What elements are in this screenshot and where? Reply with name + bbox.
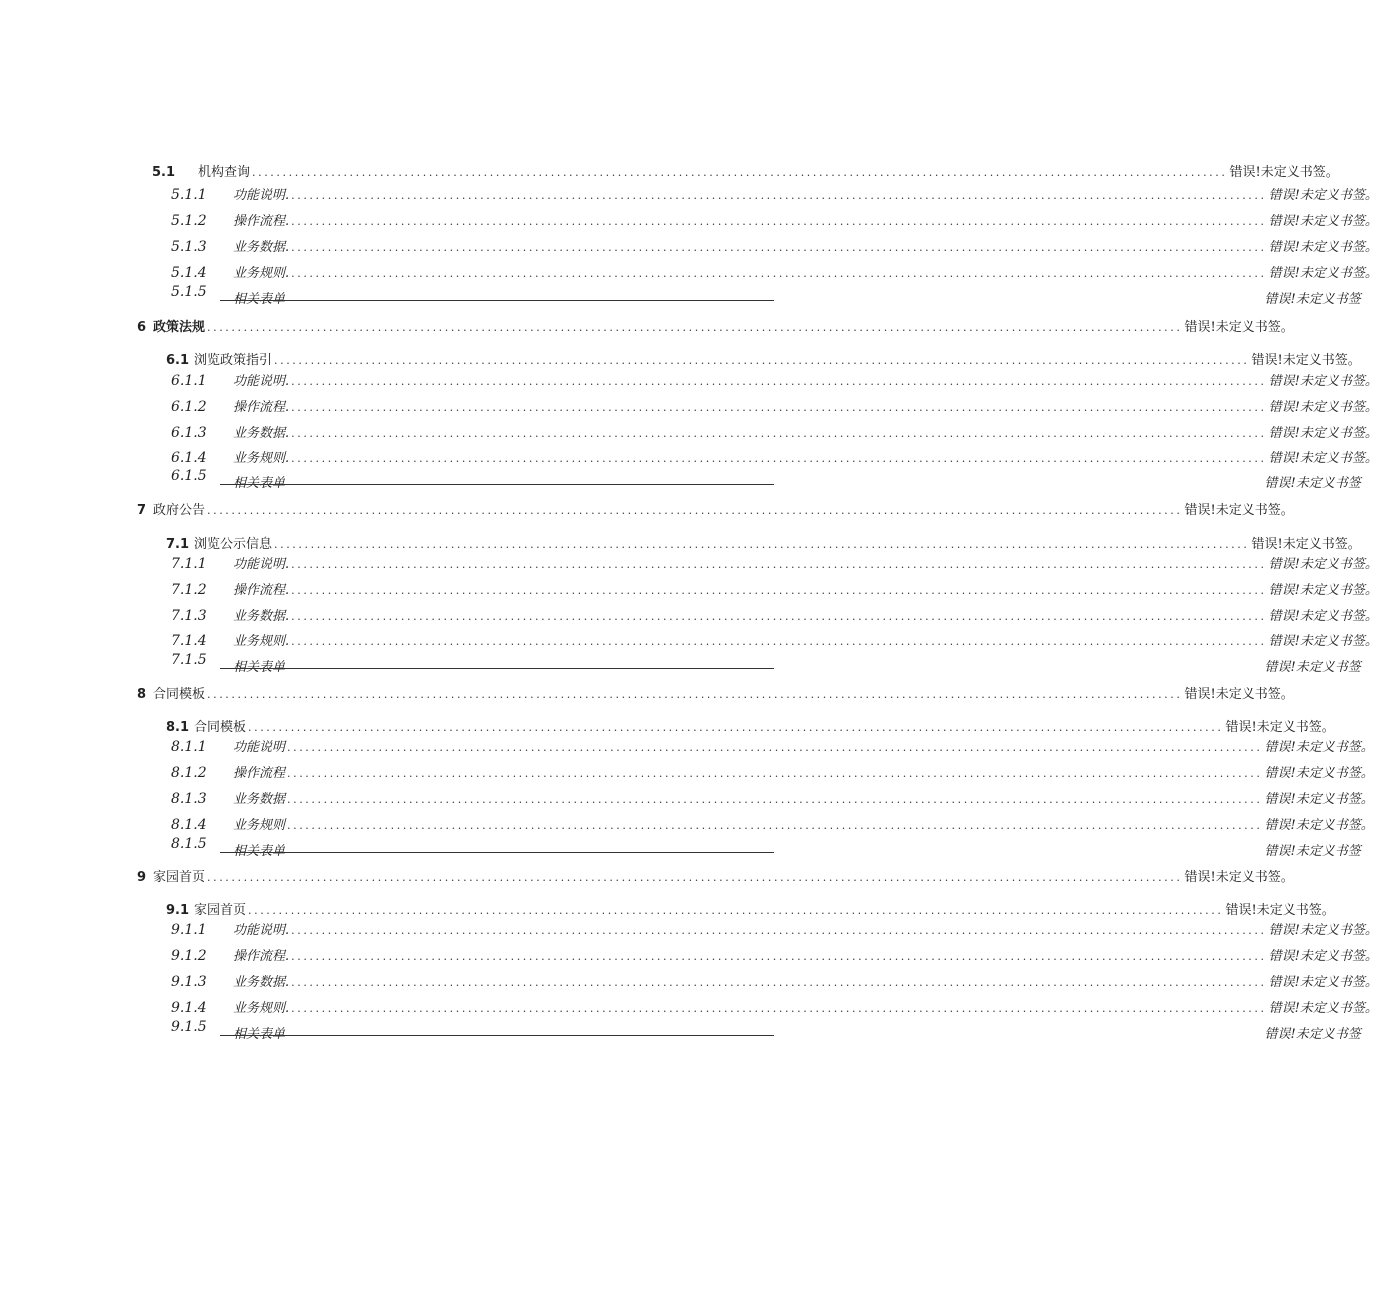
toc-page-ref: 错误!未定义书签。 xyxy=(1251,537,1361,552)
toc-page-ref: 错误!未定义书签。 xyxy=(1268,1001,1378,1016)
toc-entry-9-1-1[interactable] xyxy=(171,919,1378,939)
toc-entry-5-1-5[interactable] xyxy=(171,284,1361,307)
toc-entry-6[interactable] xyxy=(137,316,1294,336)
toc-number: 7.1 xyxy=(166,537,190,552)
toc-entry-8-1-2[interactable] xyxy=(171,762,1374,782)
toc-page-ref: 错误!未定义书签。 xyxy=(1225,903,1335,918)
toc-entry-9[interactable] xyxy=(137,866,1294,886)
toc-page-ref: 错误!未定义书签。 xyxy=(1268,975,1378,990)
toc-page-ref: 错误!未定义书签。 xyxy=(1184,687,1294,702)
toc-number: 9 xyxy=(137,870,147,885)
toc-number: 7.1.4 xyxy=(171,633,207,649)
toc-leader-dots xyxy=(291,401,1266,414)
toc-title: 操作流程. xyxy=(233,400,290,415)
toc-page-ref: 错误!未定义书签。 xyxy=(1268,374,1378,389)
toc-page-ref: 错误!未定义书签。 xyxy=(1184,503,1294,518)
toc-number: 7 xyxy=(137,503,147,518)
toc-page-ref: 错误!未定义书签。 xyxy=(1268,923,1378,938)
toc-entry-8-1-3[interactable] xyxy=(171,788,1374,808)
section-divider xyxy=(220,852,774,853)
toc-entry-5-1[interactable] xyxy=(152,161,1339,181)
toc-title: 操作流程. xyxy=(233,583,290,598)
toc-leader-dots xyxy=(207,321,1182,334)
toc-page-ref: 错误!未定义书签 xyxy=(1264,1027,1361,1042)
toc-leader-dots xyxy=(287,767,1262,780)
toc-entry-7-1-2[interactable] xyxy=(171,579,1378,599)
toc-number: 8.1.3 xyxy=(171,791,207,807)
toc-number: 8.1.1 xyxy=(171,739,207,755)
toc-title: 操作流程 xyxy=(233,766,286,781)
toc-title: 功能说明. xyxy=(233,374,290,389)
toc-page-ref: 错误!未定义书签 xyxy=(1264,476,1361,491)
toc-leader-dots xyxy=(291,950,1266,963)
toc-page-ref: 错误!未定义书签。 xyxy=(1268,557,1378,572)
toc-title: 业务数据 xyxy=(233,792,286,807)
toc-page-ref: 错误!未定义书签。 xyxy=(1251,353,1361,368)
toc-entry-7-1-3[interactable] xyxy=(171,605,1378,625)
toc-leader-dots xyxy=(291,924,1266,937)
toc-number: 5.1.5 xyxy=(171,284,207,300)
toc-number: 6.1.2 xyxy=(171,399,207,415)
toc-page-ref: 错误!未定义书签。 xyxy=(1184,870,1294,885)
toc-leader-dots xyxy=(291,1002,1266,1015)
toc-title: 业务规则. xyxy=(233,1001,290,1016)
toc-page-ref: 错误!未定义书签。 xyxy=(1268,214,1378,229)
toc-number: 5.1.4 xyxy=(171,265,207,281)
toc-entry-6-1-4[interactable] xyxy=(171,447,1378,467)
toc-page-ref: 错误!未定义书签。 xyxy=(1268,426,1378,441)
toc-page-ref: 错误!未定义书签。 xyxy=(1268,451,1378,466)
toc-entry-7-1-1[interactable] xyxy=(171,553,1378,573)
toc-page-ref: 错误!未定义书签。 xyxy=(1264,740,1374,755)
toc-title: 操作流程. xyxy=(233,214,290,229)
toc-title: 功能说明. xyxy=(233,923,290,938)
toc-page-ref: 错误!未定义书签。 xyxy=(1229,165,1339,180)
toc-leader-dots xyxy=(291,558,1266,571)
toc-number: 9.1.1 xyxy=(171,922,207,938)
toc-number: 5.1.2 xyxy=(171,213,207,229)
toc-title: 业务数据. xyxy=(233,426,290,441)
toc-number: 8.1.4 xyxy=(171,817,207,833)
toc-page-ref: 错误!未定义书签。 xyxy=(1184,320,1294,335)
toc-title: 功能说明. xyxy=(233,188,290,203)
toc-entry-6-1[interactable] xyxy=(166,349,1361,369)
toc-entry-6-1-2[interactable] xyxy=(171,396,1378,416)
toc-page-ref: 错误!未定义书签。 xyxy=(1268,240,1378,255)
toc-title: 浏览公示信息 xyxy=(194,537,273,552)
toc-title: 政府公告 xyxy=(153,503,206,518)
toc-title: 业务数据. xyxy=(233,240,290,255)
toc-leader-dots xyxy=(287,793,1262,806)
toc-number: 9.1.2 xyxy=(171,948,207,964)
toc-entry-7-1[interactable] xyxy=(166,533,1361,553)
toc-number: 7.1.3 xyxy=(171,608,207,624)
toc-title: 相关表单 xyxy=(233,476,286,491)
toc-page-ref: 错误!未定义书签。 xyxy=(1264,792,1374,807)
toc-leader-dots xyxy=(274,538,1249,551)
toc-leader-dots xyxy=(287,819,1262,832)
toc-number: 9.1.4 xyxy=(171,1000,207,1016)
toc-number: 5.1.1 xyxy=(171,187,207,203)
toc-leader-dots xyxy=(291,610,1266,623)
toc-entry-9-1[interactable] xyxy=(166,899,1335,919)
toc-title: 业务数据. xyxy=(233,609,290,624)
toc-number: 6.1 xyxy=(166,353,190,368)
toc-page-ref: 错误!未定义书签 xyxy=(1264,660,1361,675)
toc-page-ref: 错误!未定义书签。 xyxy=(1268,266,1378,281)
toc-page-ref: 错误!未定义书签。 xyxy=(1268,634,1378,649)
toc-title: 相关表单 xyxy=(233,660,286,675)
toc-title: 业务规则. xyxy=(233,634,290,649)
toc-leader-dots xyxy=(291,189,1266,202)
toc-entry-9-1-3[interactable] xyxy=(171,971,1378,991)
toc-leader-dots xyxy=(207,504,1182,517)
toc-title: 业务规则. xyxy=(233,266,290,281)
toc-title: 合同模板 xyxy=(194,720,247,735)
toc-entry-9-1-2[interactable] xyxy=(171,945,1378,965)
toc-number: 9.1.5 xyxy=(171,1019,207,1035)
toc-title: 操作流程. xyxy=(233,949,290,964)
toc-leader-dots xyxy=(248,721,1223,734)
toc-leader-dots xyxy=(291,375,1266,388)
toc-leader-dots xyxy=(291,584,1266,597)
toc-number: 8.1.2 xyxy=(171,765,207,781)
toc-number: 9.1 xyxy=(166,903,190,918)
toc-entry-8-1-4[interactable] xyxy=(171,814,1374,834)
toc-leader-dots xyxy=(248,904,1223,917)
toc-number: 8 xyxy=(137,687,147,702)
toc-entry-5-1-3[interactable] xyxy=(171,236,1378,256)
toc-title: 相关表单 xyxy=(233,292,286,307)
toc-entry-8-1[interactable] xyxy=(166,716,1335,736)
toc-leader-dots xyxy=(207,871,1182,884)
toc-number: 7.1.5 xyxy=(171,652,207,668)
toc-page-ref: 错误!未定义书签。 xyxy=(1268,949,1378,964)
toc-title: 政策法规 xyxy=(153,320,206,335)
toc-entry-7-1-4[interactable] xyxy=(171,630,1378,650)
toc-entry-6-1-1[interactable] xyxy=(171,370,1378,390)
toc-leader-dots xyxy=(291,241,1266,254)
toc-number: 6.1.5 xyxy=(171,468,207,484)
toc-number: 6 xyxy=(137,320,147,335)
section-divider xyxy=(220,300,774,301)
toc-page-ref: 错误!未定义书签。 xyxy=(1268,400,1378,415)
toc-leader-dots xyxy=(291,635,1266,648)
toc-page-ref: 错误!未定义书签。 xyxy=(1268,583,1378,598)
toc-title: 家园首页 xyxy=(153,870,206,885)
toc-entry-9-1-4[interactable] xyxy=(171,997,1378,1017)
toc-entry-8[interactable] xyxy=(137,683,1294,703)
toc-entry-5-1-2[interactable] xyxy=(171,210,1378,230)
toc-title: 合同模板 xyxy=(153,687,206,702)
toc-entry-7[interactable] xyxy=(137,499,1294,519)
toc-number: 7.1.2 xyxy=(171,582,207,598)
toc-leader-dots xyxy=(291,976,1266,989)
toc-title: 功能说明 xyxy=(233,740,286,755)
toc-number: 6.1.3 xyxy=(171,425,207,441)
toc-entry-9-1-5[interactable] xyxy=(171,1019,1361,1042)
toc-title: 业务数据. xyxy=(233,975,290,990)
toc-entry-8-1-1[interactable] xyxy=(171,736,1374,756)
toc-page-ref: 错误!未定义书签。 xyxy=(1225,720,1335,735)
toc-page-ref: 错误!未定义书签 xyxy=(1264,844,1361,859)
toc-entry-5-1-4[interactable] xyxy=(171,262,1378,282)
toc-leader-dots xyxy=(291,452,1266,465)
toc-number: 6.1.1 xyxy=(171,373,207,389)
toc-entry-6-1-5[interactable] xyxy=(171,468,1361,491)
toc-leader-dots xyxy=(291,427,1266,440)
toc-title: 业务规则 xyxy=(233,818,286,833)
toc-page-ref: 错误!未定义书签 xyxy=(1264,292,1361,307)
toc-leader-dots xyxy=(274,354,1249,367)
toc-number: 6.1.4 xyxy=(171,450,207,466)
toc-leader-dots xyxy=(287,741,1262,754)
toc-entry-8-1-5[interactable] xyxy=(171,836,1361,859)
section-divider xyxy=(220,1035,774,1036)
toc-page-ref: 错误!未定义书签。 xyxy=(1264,818,1374,833)
section-divider xyxy=(220,484,774,485)
toc-entry-7-1-5[interactable] xyxy=(171,652,1361,675)
toc-number: 8.1 xyxy=(166,720,190,735)
toc-page-ref: 错误!未定义书签。 xyxy=(1268,609,1378,624)
toc-number: 5.1.3 xyxy=(171,239,207,255)
toc-title: 家园首页 xyxy=(194,903,247,918)
toc-number: 5.1 xyxy=(152,165,176,180)
toc-page-ref: 错误!未定义书签。 xyxy=(1268,188,1378,203)
section-divider xyxy=(220,668,774,669)
toc-title: 浏览政策指引 xyxy=(194,353,273,368)
toc-title: 相关表单 xyxy=(233,844,286,859)
toc-page-ref: 错误!未定义书签。 xyxy=(1264,766,1374,781)
toc-number: 9.1.3 xyxy=(171,974,207,990)
toc-entry-6-1-3[interactable] xyxy=(171,422,1378,442)
toc-title: 相关表单 xyxy=(233,1027,286,1042)
toc-title: 业务规则. xyxy=(233,451,290,466)
toc-leader-dots xyxy=(291,215,1266,228)
toc-leader-dots xyxy=(291,267,1266,280)
toc-leader-dots xyxy=(252,166,1227,179)
toc-entry-5-1-1[interactable] xyxy=(171,184,1378,204)
toc-title: 功能说明. xyxy=(233,557,290,572)
toc-leader-dots xyxy=(207,688,1182,701)
toc-number: 7.1.1 xyxy=(171,556,207,572)
toc-number: 8.1.5 xyxy=(171,836,207,852)
toc-title: 机构查询 xyxy=(198,165,251,180)
